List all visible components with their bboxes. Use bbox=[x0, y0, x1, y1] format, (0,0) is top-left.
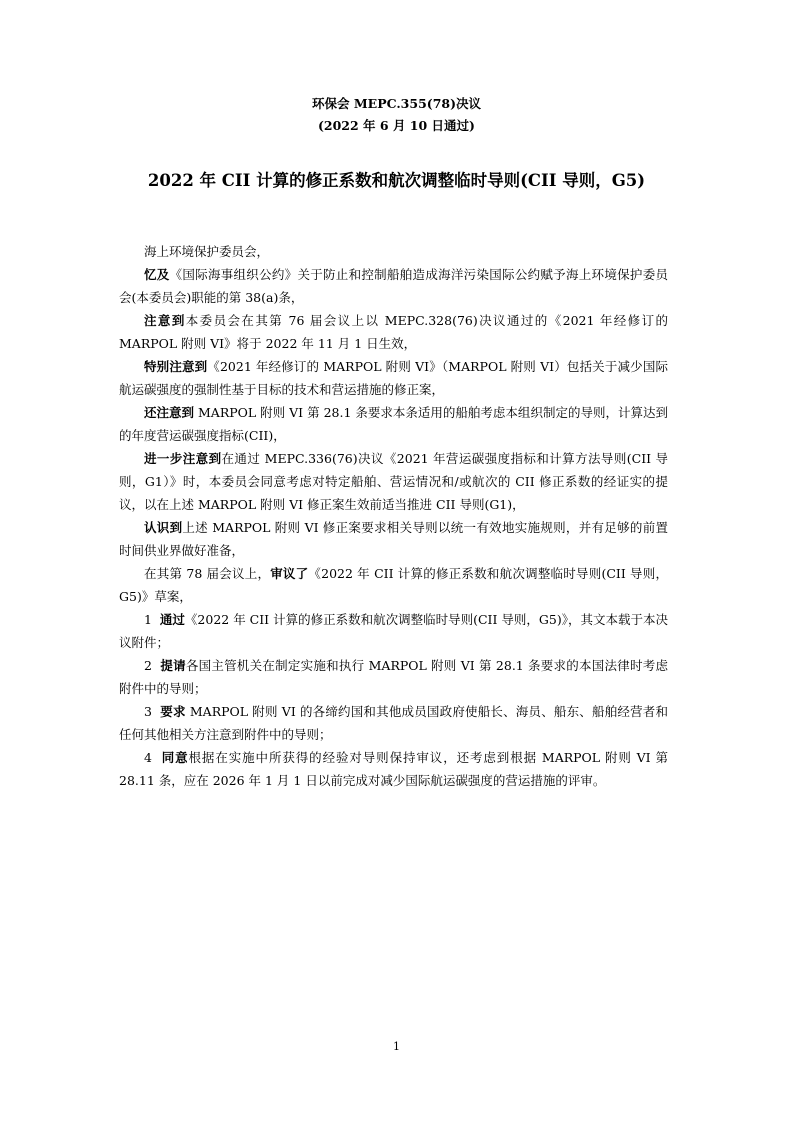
page-title: 2022 年 CII 计算的修正系数和航次调整临时导则(CII 导则，G5) bbox=[147, 171, 646, 190]
page-number: 1 bbox=[393, 1040, 400, 1053]
recital-keyword: 注意到 bbox=[144, 313, 186, 328]
resolution-body bbox=[119, 240, 668, 792]
operative-text: 《2022 年 CII 计算的修正系数和航次调整临时导则(CII 导则，G5)》，其文本载于本决议附件； bbox=[119, 612, 668, 650]
considering-keyword: 审议了 bbox=[270, 566, 309, 581]
operative-text: 各国主管机关在制定实施和执行 MARPOL 附则 VI 第 28.1 条要求的本国法律时考虑附件中的导则； bbox=[119, 658, 668, 696]
recital-text: 《国际海事组织公约》关于防止和控制船舶造成海洋污染国际公约赋予海上环境保护委员会(本委员会)职能的第 38(a)条， bbox=[119, 267, 668, 305]
recital-text: 《2021 年经修订的 MARPOL 附则 VI》（MARPOL 附则 VI）包括关于减少国际航运碳强度的强制性基于目标的技术和营运措施的修正案， bbox=[119, 359, 668, 397]
recital-keyword: 还注意到 bbox=[144, 405, 195, 420]
recital-keyword: 进一步注意到 bbox=[144, 451, 222, 466]
operative-keyword: 提请 bbox=[160, 658, 186, 673]
operative-number: 4 bbox=[144, 750, 152, 765]
operative-number: 1 bbox=[144, 612, 152, 627]
operative-paragraph bbox=[119, 654, 668, 700]
operative-paragraph bbox=[119, 608, 668, 654]
operative-keyword: 同意 bbox=[161, 750, 189, 765]
operative-number: 2 bbox=[144, 658, 152, 673]
operative-keyword: 要求 bbox=[160, 704, 186, 719]
recital-text: 本委员会在其第 76 届会议上以 MEPC.328(76)决议通过的《2021 年经修订的 MARPOL 附则 VI》将于 2022 年 11 月 1 日生效， bbox=[119, 313, 668, 351]
considering-paragraph bbox=[119, 562, 668, 608]
operative-number: 3 bbox=[144, 704, 152, 719]
recital-text: MARPOL 附则 VI 第 28.1 条要求本条适用的船舶考虑本组织制定的导则，计算达到的年度营运碳强度指标(CII)， bbox=[119, 405, 668, 443]
recital-paragraph bbox=[119, 309, 668, 355]
resolution-number: 环保会 MEPC.355(78)决议 bbox=[311, 96, 481, 111]
recital-keyword: 忆及 bbox=[144, 267, 170, 282]
operative-paragraph bbox=[119, 700, 668, 746]
considering-text: 《2022 年 CII 计算的修正系数和航次调整临时导则(CII 导则，G5)》草案， bbox=[119, 566, 668, 604]
operative-text: MARPOL 附则 VI 的各缔约国和其他成员国政府使船长、海员、船东、船舶经营者和任何其他相关方注意到附件中的导则； bbox=[119, 704, 668, 742]
recital-paragraph bbox=[119, 447, 668, 516]
recital-text: 在通过 MEPC.336(76)决议《2021 年营运碳强度指标和计算方法导则(CII 导则，G1）》时，本委员会同意考虑对特定船舶、营运情况和/或航次的 CII 修正系数的经证实的提议，以在上述 MARPOL 附则 VI 修正案生效前适当推进 CII 导则(G1)， bbox=[119, 451, 668, 512]
recital-keyword: 认识到 bbox=[144, 520, 183, 535]
recital-paragraph bbox=[119, 355, 668, 401]
adoption-date: (2022 年 6 月 10 日通过) bbox=[318, 118, 475, 133]
recital-keyword: 特别注意到 bbox=[144, 359, 208, 374]
operative-text: 根据在实施中所获得的经验对导则保持审议，还考虑到根据 MARPOL 附则 VI 第 28.11 条，应在 2026 年 1 月 1 日以前完成对减少国际航运碳强度的营运措施的评审。 bbox=[119, 750, 668, 788]
recital-paragraph bbox=[119, 516, 668, 562]
considering-prefix: 在其第 78 届会议上， bbox=[144, 566, 271, 581]
recital-paragraph bbox=[119, 401, 668, 447]
operative-keyword: 通过 bbox=[159, 612, 185, 627]
recital-text: 上述 MARPOL 附则 VI 修正案要求相关导则以统一有效地实施规则，并有足够的前置时间供业界做好准备， bbox=[119, 520, 668, 558]
committee-line: 海上环境保护委员会， bbox=[144, 244, 270, 259]
recital-paragraph bbox=[119, 263, 668, 309]
operative-paragraph bbox=[119, 746, 668, 792]
